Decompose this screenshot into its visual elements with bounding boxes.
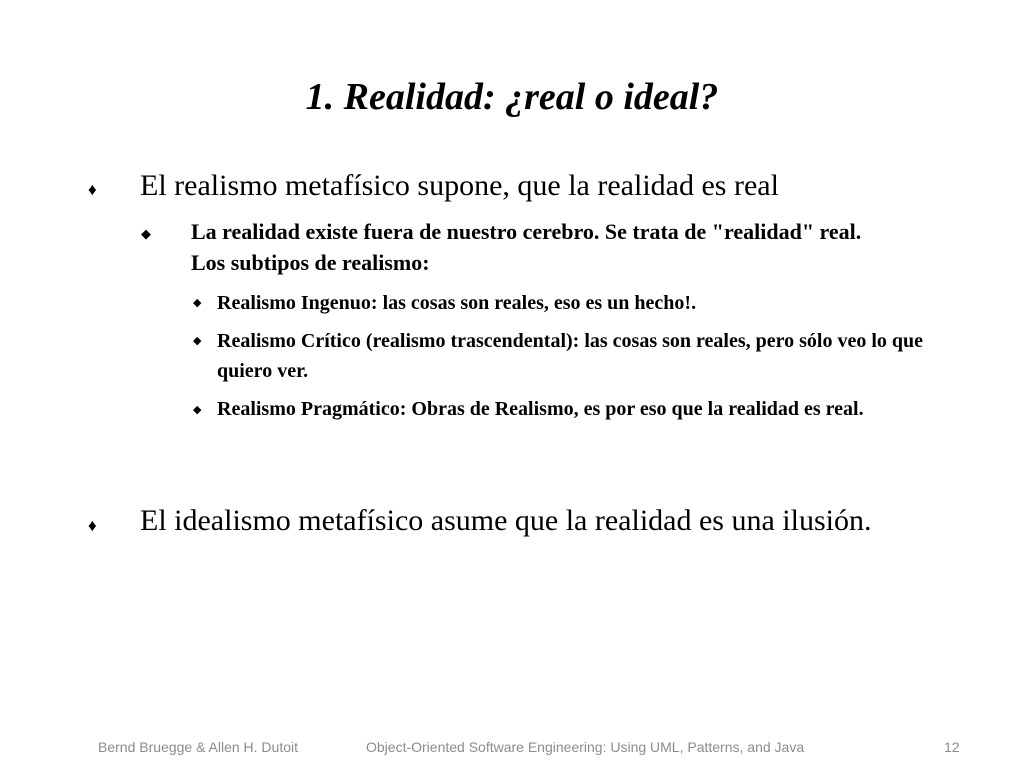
sub-sub-bullet-text: Realismo Ingenuo: las cosas son reales, eso es un hecho!. [217, 292, 697, 314]
diamond-bullet-icon: ◆ [193, 404, 202, 416]
sub-sub-bullet-text: Realismo Pragmático: Obras de Realismo, es por eso que la realidad es real. [217, 398, 864, 420]
diamond-bullet-icon: ♦ [88, 180, 97, 199]
bullet-text: El realismo metafísico supone, que la realidad es real [140, 169, 779, 202]
sub-bullet-text: La realidad existe fuera de nuestro cerebro. Se trata de "realidad" real. Los subtipos de realismo: [191, 219, 862, 275]
slide-title: 1. Realidad: ¿real o ideal? [305, 76, 719, 118]
footer-authors: Bernd Bruegge & Allen H. Dutoit [98, 739, 299, 755]
diamond-bullet-icon: ◆ [193, 297, 202, 309]
diamond-bullet-icon: ♦ [88, 516, 97, 535]
diamond-bullet-icon: ◆ [193, 335, 202, 347]
sub-sub-bullet-text: Realismo Crítico (realismo trascendental): las cosas son reales, pero sólo veo lo que quiero ver. [217, 330, 924, 382]
bullet-text: El idealismo metafísico asume que la realidad es una ilusión. [140, 504, 872, 537]
footer-page-number: 12 [944, 739, 960, 755]
diamond-bullet-icon: ◆ [141, 226, 151, 241]
footer-book-title: Object-Oriented Software Engineering: Using UML, Patterns, and Java [366, 739, 805, 755]
